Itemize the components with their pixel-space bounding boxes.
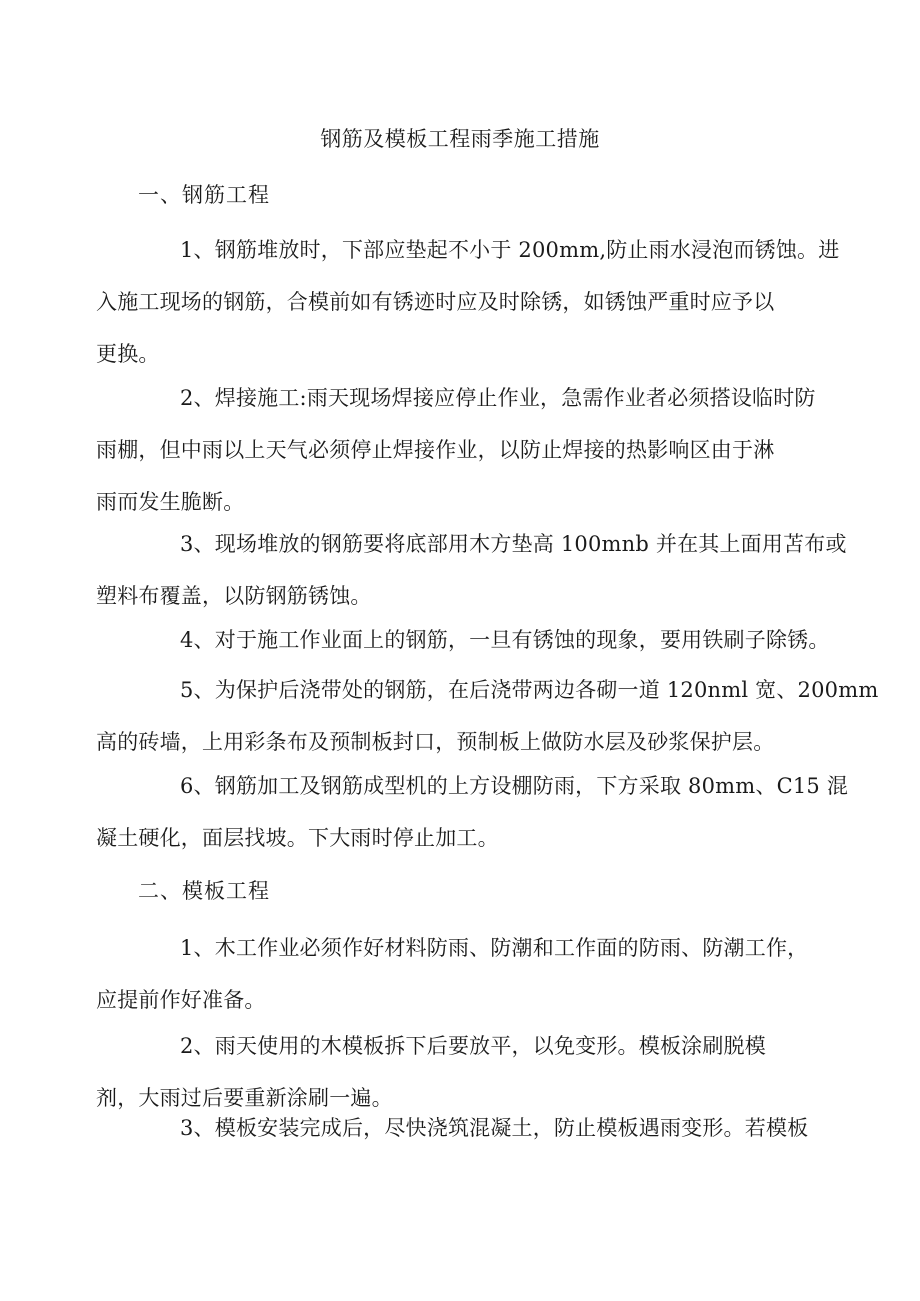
paragraph-line: 1、钢筋堆放时，下部应垫起不小于 200mm,防止雨水浸泡而锈蚀。进 [180,238,840,262]
paragraph-line: 5、为保护后浇带处的钢筋，在后浇带两边各砌一道 120nml 宽、200mm [180,678,879,702]
paragraph-line: 高的砖墙，上用彩条布及预制板封口，预制板上做防水层及砂浆保护层。 [96,730,775,754]
paragraph-line: 入施工现场的钢筋，合模前如有锈迹时应及时除锈，如锈蚀严重时应予以 [96,290,775,314]
paragraph [96,372,816,528]
paragraph [96,922,809,1026]
paragraph-line: 剂，大雨过后要重新涂刷一遍。 [96,1086,393,1110]
paragraph [138,1102,809,1154]
paragraph-line: 6、钢筋加工及钢筋成型机的上方设棚防雨，下方采取 80mm、C15 混 [180,774,849,798]
paragraph-line: 更换。 [96,342,160,366]
paragraph-line: 2、焊接施工:雨天现场焊接应停止作业，急需作业者必须搭设临时防 [180,386,816,410]
document-title: 钢筋及模板工程雨季施工措施 [320,127,600,151]
paragraph-line: 4、对于施工作业面上的钢筋，一旦有锈蚀的现象，要用铁刷子除锈。 [180,628,830,652]
section-heading-rebar: 一、钢筋工程 [138,183,270,207]
paragraph [96,760,849,864]
section-heading-formwork: 二、模板工程 [138,879,270,903]
paragraph-line: 雨棚，但中雨以上天气必须停止焊接作业，以防止焊接的热影响区由于淋 [96,438,775,462]
paragraph [138,614,830,666]
paragraph-line: 3、现场堆放的钢筋要将底部用木方垫高 100mnb 并在其上面用苫布或 [180,532,847,556]
paragraph [96,518,847,622]
paragraph [96,664,879,768]
paragraph-line: 雨而发生脆断。 [96,490,245,514]
paragraph-line: 应提前作好准备。 [96,988,266,1012]
paragraph-line: 2、雨天使用的木模板拆下后要放平，以免变形。模板涂刷脱模 [180,1034,766,1058]
paragraph [96,224,840,380]
paragraph-line: 凝土硬化，面层找坡。下大雨时停止加工。 [96,826,499,850]
paragraph-line: 3、模板安装完成后，尽快浇筑混凝土，防止模板遇雨变形。若模板 [180,1116,809,1140]
paragraph-line: 1、木工作业必须作好材料防雨、防潮和工作面的防雨、防潮工作， [180,936,809,960]
paragraph-line: 塑料布覆盖，以防钢筋锈蚀。 [96,584,372,608]
